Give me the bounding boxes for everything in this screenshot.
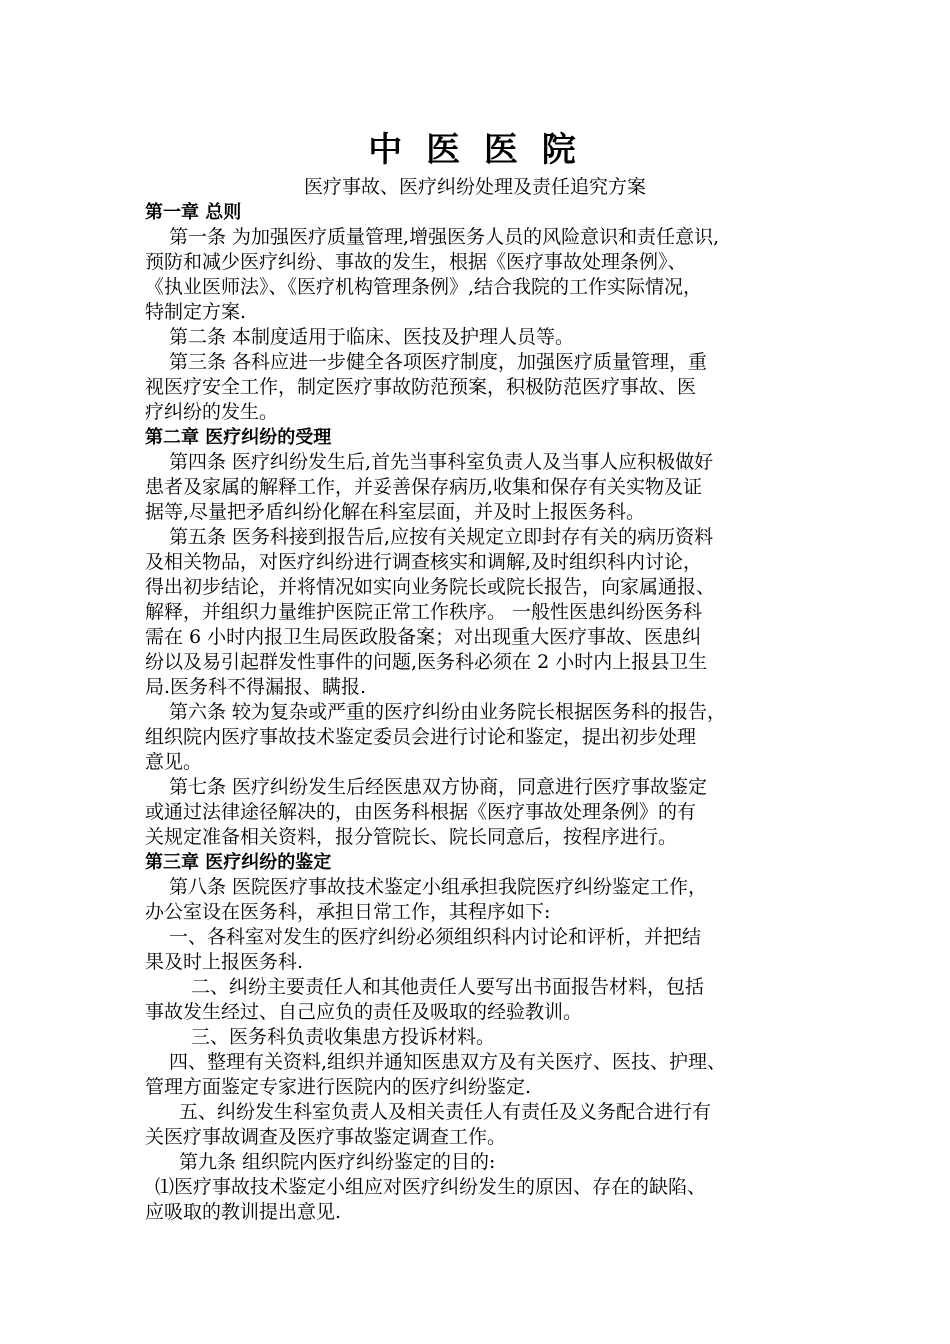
item-1 [145,925,820,975]
text-line: 一、各科室对发生的医疗纠纷必须组织科内讨论和评析，并把结 [169,926,702,948]
text-line: 《执业医师法》、《医疗机构管理条例》,结合我院的工作实际情况， [145,276,703,298]
text-line: 办公室设在医务科，承担日常工作，其程序如下: [145,901,551,923]
text-line: 需在 6 小时内报卫生局医政股备案；对出现重大医疗事故、医患纠 [145,626,702,648]
text-line: 五、纠纷发生科室负责人及相关责任人有责任及义务配合进行有 [179,1101,712,1123]
text-line: 预防和减少医疗纠纷、事故的发生，根据《医疗事故处理条例》、 [145,251,687,273]
text-line: 三、医务科负责收集患方投诉材料。 [191,1026,496,1048]
item-2 [145,975,820,1025]
text-line: 关医疗事故调查及医疗事故鉴定调查工作。 [145,1126,507,1148]
text-line: 特制定方案. [145,301,247,323]
item-5 [145,1100,820,1150]
text-line: 局.医务科不得漏报、瞒报. [145,676,367,698]
text-line: 得出初步结论，并将情况如实向业务院长或院长报告，向家属通报、 [145,576,716,598]
text-line: 四、整理有关资料,组织并通知医患双方及有关医疗、医技、护理、 [169,1051,727,1073]
item-4 [145,1050,820,1100]
text-line: 患者及家属的解释工作，并妥善保存病历,收集和保存有关实物及证 [145,476,703,498]
text-line: 疗纠纷的发生。 [145,401,279,423]
document-body [145,200,820,1225]
text-line: 第四条 医疗纠纷发生后,首先当事科室负责人及当事人应积极做好 [169,451,714,473]
text-line: 关规定准备相关资料，报分管院长、院长同意后，按程序进行。 [145,826,678,848]
article-4 [145,450,820,525]
text-line: 第一条 为加强医疗质量管理,增强医务人员的风险意识和责任意识, [169,226,720,248]
text-line: 第九条 组织院内医疗纠纷鉴定的目的: [179,1151,496,1173]
text-line: 据等,尽量把矛盾纠纷化解在科室层面，并及时上报医务科。 [145,501,646,523]
text-line: 解释，并组织力量维护医院正常工作秩序。 一般性医患纠纷医务科 [145,601,703,623]
text-line: ⑴医疗事故技术鉴定小组应对医疗纠纷发生的原因、存在的缺陷、 [155,1176,707,1198]
chapter-2-heading: 第二章 医疗纠纷的受理 [145,427,332,448]
article-7 [145,775,820,850]
text-line: 二、纠纷主要责任人和其他责任人要写出书面报告材料，包括 [191,976,705,998]
chapter-1-heading: 第一章 总则 [145,202,242,223]
page-subtitle: 医疗事故、医疗纠纷处理及责任追究方案 [303,176,646,198]
text-line: 意见。 [145,751,203,773]
text-line: 及相关物品，对医疗纠纷进行调查核实和调解,及时组织科内讨论， [145,551,703,573]
article-2 [145,325,820,350]
text-line: 或通过法律途径解决的，由医务科根据《医疗事故处理条例》的有 [145,801,697,823]
text-line: 第五条 医务科接到报告后,应按有关规定立即封存有关的病历资料 [169,526,714,548]
article-3 [145,350,820,425]
article-8 [145,875,820,925]
page-title: 中 医 医 院 [368,130,582,170]
text-line: 组织院内医疗事故技术鉴定委员会进行讨论和鉴定，提出初步处理 [145,726,697,748]
text-line: 视医疗安全工作，制定医疗事故防范预案，积极防范医疗事故、医 [145,376,697,398]
text-line: 第七条 医疗纠纷发生后经医患双方协商，同意进行医疗事故鉴定 [169,776,708,798]
text-line: 应吸取的教训提出意见. [145,1201,342,1223]
chapter-3-heading: 第三章 医疗纠纷的鉴定 [145,852,332,873]
text-line: 事故发生经过、自己应负的责任及吸取的经验教训。 [145,1001,583,1023]
article-9-point-1 [145,1175,820,1225]
text-line: 管理方面鉴定专家进行医院内的医疗纠纷鉴定. [145,1076,532,1098]
article-9 [145,1150,820,1175]
text-line: 第六条 较为复杂或严重的医疗纠纷由业务院长根据医务科的报告， [169,701,727,723]
text-line: 果及时上报医务科. [145,951,304,973]
item-3 [145,1025,820,1050]
text-line: 纷以及易引起群发性事件的问题,医务科必须在 2 小时内上报县卫生 [145,651,708,673]
article-6 [145,700,820,775]
text-line: 第八条 医院医疗事故技术鉴定小组承担我院医疗纠纷鉴定工作， [169,876,708,898]
text-line: 第三条 各科应进一步健全各项医疗制度，加强医疗质量管理，重 [169,351,708,373]
article-5 [145,525,820,700]
text-line: 第二条 本制度适用于临床、医技及护理人员等。 [169,326,575,348]
article-1 [145,225,820,325]
